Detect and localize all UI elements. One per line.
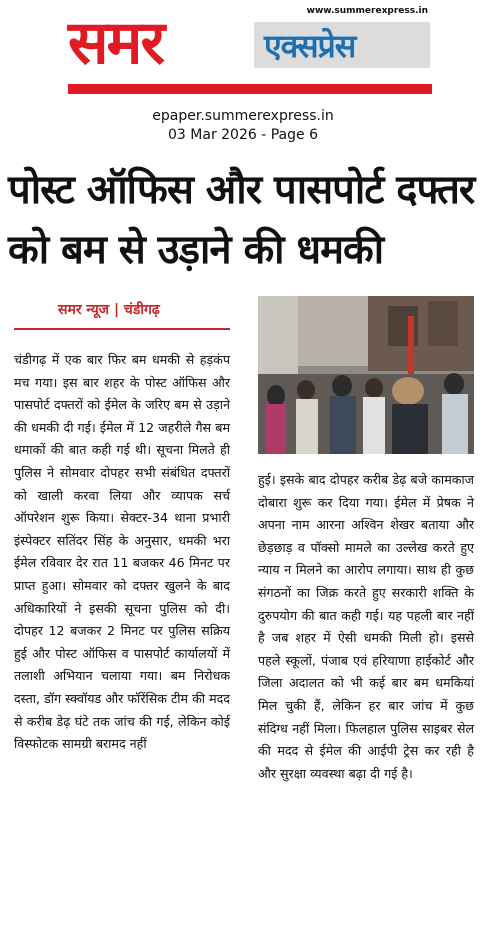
article-photo (258, 296, 474, 454)
article-body-left-column: चंडीगढ़ में एक बार फिर बम धमकी से हड़कंप मच गया। इस बार शहर के पोस्ट ऑफिस और पासपोर्ट दफ्तरों को ईमेल के जरिए बम से उड़ाने की धमकी दी गई। ईमेल में 12 जहरीले गैस बम धमाकों की बात कही गई थी। सूचना मिलते ही पुलिस ने सोमवार दोपहर सभी संबंधित दफ्तरों को खाली करवा लिया और व्यापक सर्च ऑपरेशन शुरू किया। सेक्टर-34 थाना प्रभारी इंस्पेक्टर सतिंदर सिंह के अनुसार, धमकी भरा ईमेल रविवार देर रात 11 बजकर 46 मिनट पर प्राप्त हुआ। सोमवार को दफ्तर खुलने के बाद अधिकारियों ने इसकी सूचना पुलिस को दी। दोपहर 12 बजकर 2 मिनट पर पुलिस सक्रिय हुई और पोस्ट ऑफिस व पासपोर्ट कार्यालयों में तलाशी अभियान चलाया गया। बम निरोधक दस्ता, डॉग स्क्वॉयड और फॉरेंसिक टीम की मदद से करीब डेढ़ घंटे तक जांच की गई, लेकिन कोई विस्फोटक सामग्री बरामद नहीं (14, 352, 230, 752)
masthead-logo (68, 6, 432, 94)
masthead-url: www.summerexpress.in (306, 6, 428, 16)
masthead-name-right-box (254, 22, 430, 68)
masthead-name-right: एक्सप्रेस (264, 27, 356, 65)
article-byline: समर न्यूज | चंडीगढ़ (58, 302, 160, 318)
crowd-photo-illustration (258, 296, 474, 454)
article-headline: पोस्ट ऑफिस और पासपोर्ट दफ्तर को बम से उड़ाने की धमकी (8, 167, 475, 273)
article-body-right-column: हुई। इसके बाद दोपहर करीब डेढ़ बजे कामकाज दोबारा शुरू कर दिया गया। ईमेल में प्रेषक ने अपना नाम आरना अश्विन शेखर बताया और छेड़छाड़ व पॉक्सो मामले का उल्लेख करते हुए न्याय न मिलने का आरोप लगाया। साथ ही कुछ संगठनों का जिक्र करते हुए सरकारी शक्ति के दुरुपयोग की बात कही गई। यह पहली बार नहीं है जब शहर में ऐसी धमकी मिली हो। इससे पहले स्कूलों, पंजाब एवं हरियाणा हाईकोर्ट और जिला अदालत को भी कई बार बम धमकियां मिल चुकी हैं, लेकिन हर बार जांच में कुछ संदिग्ध नहीं मिला। फिलहाल पुलिस साइबर सेल की मदद से ईमेल की आईपी ट्रेस कर रही है और सुरक्षा व्यवस्था बढ़ा दी गई है। (258, 472, 474, 781)
edition-site: epaper.summerexpress.in (152, 108, 334, 124)
masthead-underline (68, 84, 432, 94)
edition-date-page: 03 Mar 2026 - Page 6 (168, 127, 318, 143)
byline-divider (14, 328, 230, 330)
masthead-name-left: समर (68, 8, 163, 78)
